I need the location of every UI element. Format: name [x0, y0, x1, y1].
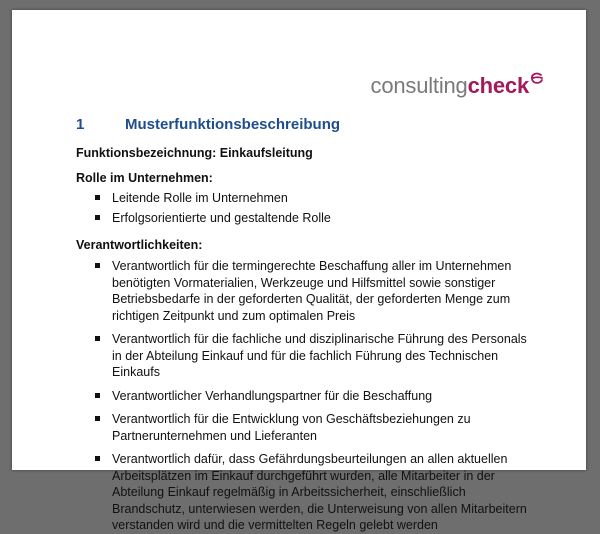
bullet-icon: [95, 393, 100, 398]
bullet-icon: [95, 263, 100, 268]
responsibilities-label: Verantwortlichkeiten:: [76, 238, 203, 252]
list-item: Verantwortlich für die fachliche und disziplinarische Führung des Personals in der Abteilung Einkauf und für die fachlich Führung des Technischen Einkaufs: [76, 331, 530, 381]
function-label: Funktionsbezeichnung: Einkaufsleitung: [76, 146, 313, 160]
logo-swirl-icon: [530, 71, 544, 87]
consultingcheck-logo: [371, 73, 544, 99]
list-item: Erfolgsorientierte und gestaltende Rolle: [76, 210, 530, 227]
section-number: 1: [76, 116, 85, 133]
bullet-icon: [95, 215, 100, 220]
section-heading: [76, 116, 340, 133]
bullet-icon: [95, 456, 100, 461]
logo-text-bold: check: [467, 73, 529, 98]
section-title: Musterfunktionsbeschreibung: [125, 116, 341, 133]
role-list: [76, 190, 530, 226]
list-item: Verantwortlich für die Entwicklung von Geschäftsbeziehungen zu Partnerunternehmen und Lieferanten: [76, 411, 530, 444]
bullet-icon: [95, 416, 100, 421]
list-item: Verantwortlich dafür, dass Gefährdungsbeurteilungen an allen aktuellen Arbeitsplätzen im Einkauf durchgeführt wurden, alle Mitarbeiter in der Abteilung Einkauf regelmäßig in Arbeitssicherheit, einschließlich Brandschutz, unterwiesen werden, die Unterweisung von allen Mitarbeitern verstanden wird und die vermittelten Regeln gelebt werden: [76, 451, 530, 534]
document-page: [12, 10, 586, 532]
role-label: Rolle im Unternehmen:: [76, 171, 213, 185]
responsibilities-list: [76, 258, 530, 534]
logo-text-light: consulting: [370, 73, 468, 98]
list-item: Leitende Rolle im Unternehmen: [76, 190, 530, 207]
bullet-icon: [95, 336, 100, 341]
bullet-icon: [95, 195, 100, 200]
list-item: Verantwortlich für die termingerechte Beschaffung aller im Unternehmen benötigten Vormaterialien, Werkzeuge und Hilfsmittel sowie sonstiger Betriebsbedarfe in der geforderten Qualität, der geforderten Menge zum richtigen Zeitpunkt und zum optimalen Preis: [76, 258, 530, 324]
list-item: Verantwortlicher Verhandlungspartner für die Beschaffung: [76, 388, 530, 405]
